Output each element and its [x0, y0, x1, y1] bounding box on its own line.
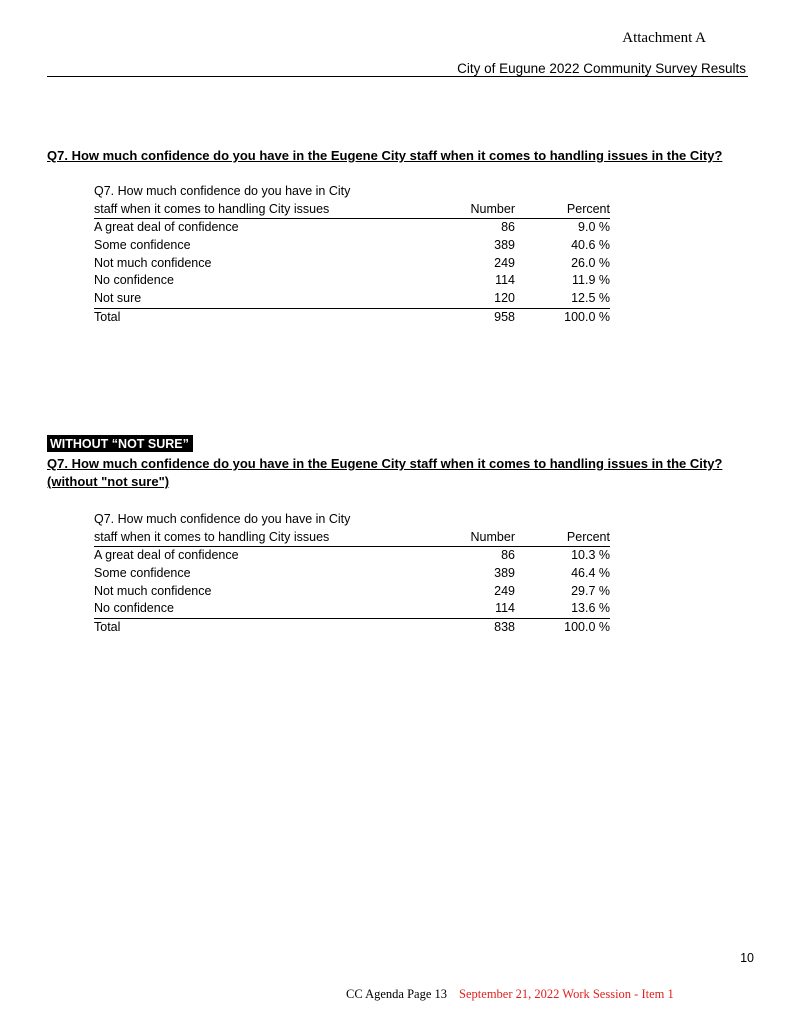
header-divider [47, 76, 748, 77]
column-header-percent: Percent [566, 201, 610, 216]
row-label: No confidence [94, 601, 174, 616]
table-caption: Q7. How much confidence do you have in City [94, 512, 351, 526]
row-label: Not much confidence [94, 583, 212, 598]
row-number: 249 [494, 255, 515, 270]
table-total-row [94, 309, 610, 327]
row-percent: 26.0 % [571, 255, 610, 270]
table-row [94, 290, 610, 309]
total-percent: 100.0 % [564, 309, 610, 324]
footer-agenda-page: CC Agenda Page 13 [346, 987, 448, 1001]
table-row [94, 600, 610, 619]
table-row [94, 219, 610, 237]
row-label: Not sure [94, 291, 142, 306]
total-label: Total [94, 309, 121, 324]
row-label: Some confidence [94, 566, 191, 581]
table-caption-row [94, 511, 610, 529]
row-label: A great deal of confidence [94, 548, 239, 563]
total-number: 958 [494, 309, 515, 324]
page-number: 10 [740, 951, 754, 965]
question-heading: Q7. How much confidence do you have in the Eugene City staff when it comes to handling issues in the City? [47, 148, 723, 163]
table-caption-cont: staff when it comes to handling City issues [94, 529, 330, 544]
table-caption: Q7. How much confidence do you have in City [94, 184, 351, 198]
row-label: Not much confidence [94, 255, 212, 270]
table-row [94, 547, 610, 565]
row-percent: 10.3 % [571, 548, 610, 563]
row-number: 114 [495, 601, 515, 616]
row-percent: 13.6 % [571, 601, 610, 616]
table-row [94, 583, 610, 601]
question-heading-line1: Q7. How much confidence do you have in the Eugene City staff when it comes to handling issues in the City? [47, 456, 723, 471]
footer-session: September 21, 2022 Work Session - Item 1 [459, 987, 674, 1001]
row-percent: 12.5 % [571, 291, 610, 306]
total-label: Total [94, 620, 121, 635]
total-number: 838 [494, 620, 515, 635]
row-percent: 11.9 % [572, 273, 610, 288]
table-caption-row [94, 183, 610, 201]
row-number: 86 [501, 220, 515, 235]
attachment-label: Attachment A [622, 30, 706, 46]
table-header-row [94, 201, 610, 220]
table-row [94, 272, 610, 290]
row-number: 86 [501, 548, 515, 563]
row-number: 249 [494, 583, 515, 598]
results-table [94, 183, 610, 327]
without-not-sure-badge: WITHOUT “NOT SURE” [47, 435, 193, 452]
column-header-percent: Percent [566, 529, 610, 544]
row-label: A great deal of confidence [94, 220, 239, 235]
row-number: 120 [494, 291, 515, 306]
results-table-without-not-sure [94, 511, 610, 637]
question-heading-line2: (without "not sure") [47, 474, 170, 489]
total-percent: 100.0 % [564, 620, 610, 635]
row-percent: 40.6 % [571, 238, 610, 253]
table-header-row [94, 529, 610, 548]
row-number: 114 [495, 273, 515, 288]
footer [346, 987, 674, 1002]
row-percent: 9.0 % [578, 220, 610, 235]
row-percent: 29.7 % [571, 583, 610, 598]
table-row [94, 255, 610, 273]
table-total-row [94, 619, 610, 637]
column-header-number: Number [470, 529, 515, 544]
column-header-number: Number [470, 201, 515, 216]
row-percent: 46.4 % [571, 566, 610, 581]
question-heading-alt [47, 455, 767, 491]
row-number: 389 [494, 566, 515, 581]
row-label: No confidence [94, 273, 174, 288]
table-caption-cont: staff when it comes to handling City issues [94, 201, 330, 216]
table-row [94, 237, 610, 255]
table-row [94, 565, 610, 583]
row-label: Some confidence [94, 238, 191, 253]
report-title: City of Eugune 2022 Community Survey Results [457, 61, 746, 76]
row-number: 389 [494, 238, 515, 253]
